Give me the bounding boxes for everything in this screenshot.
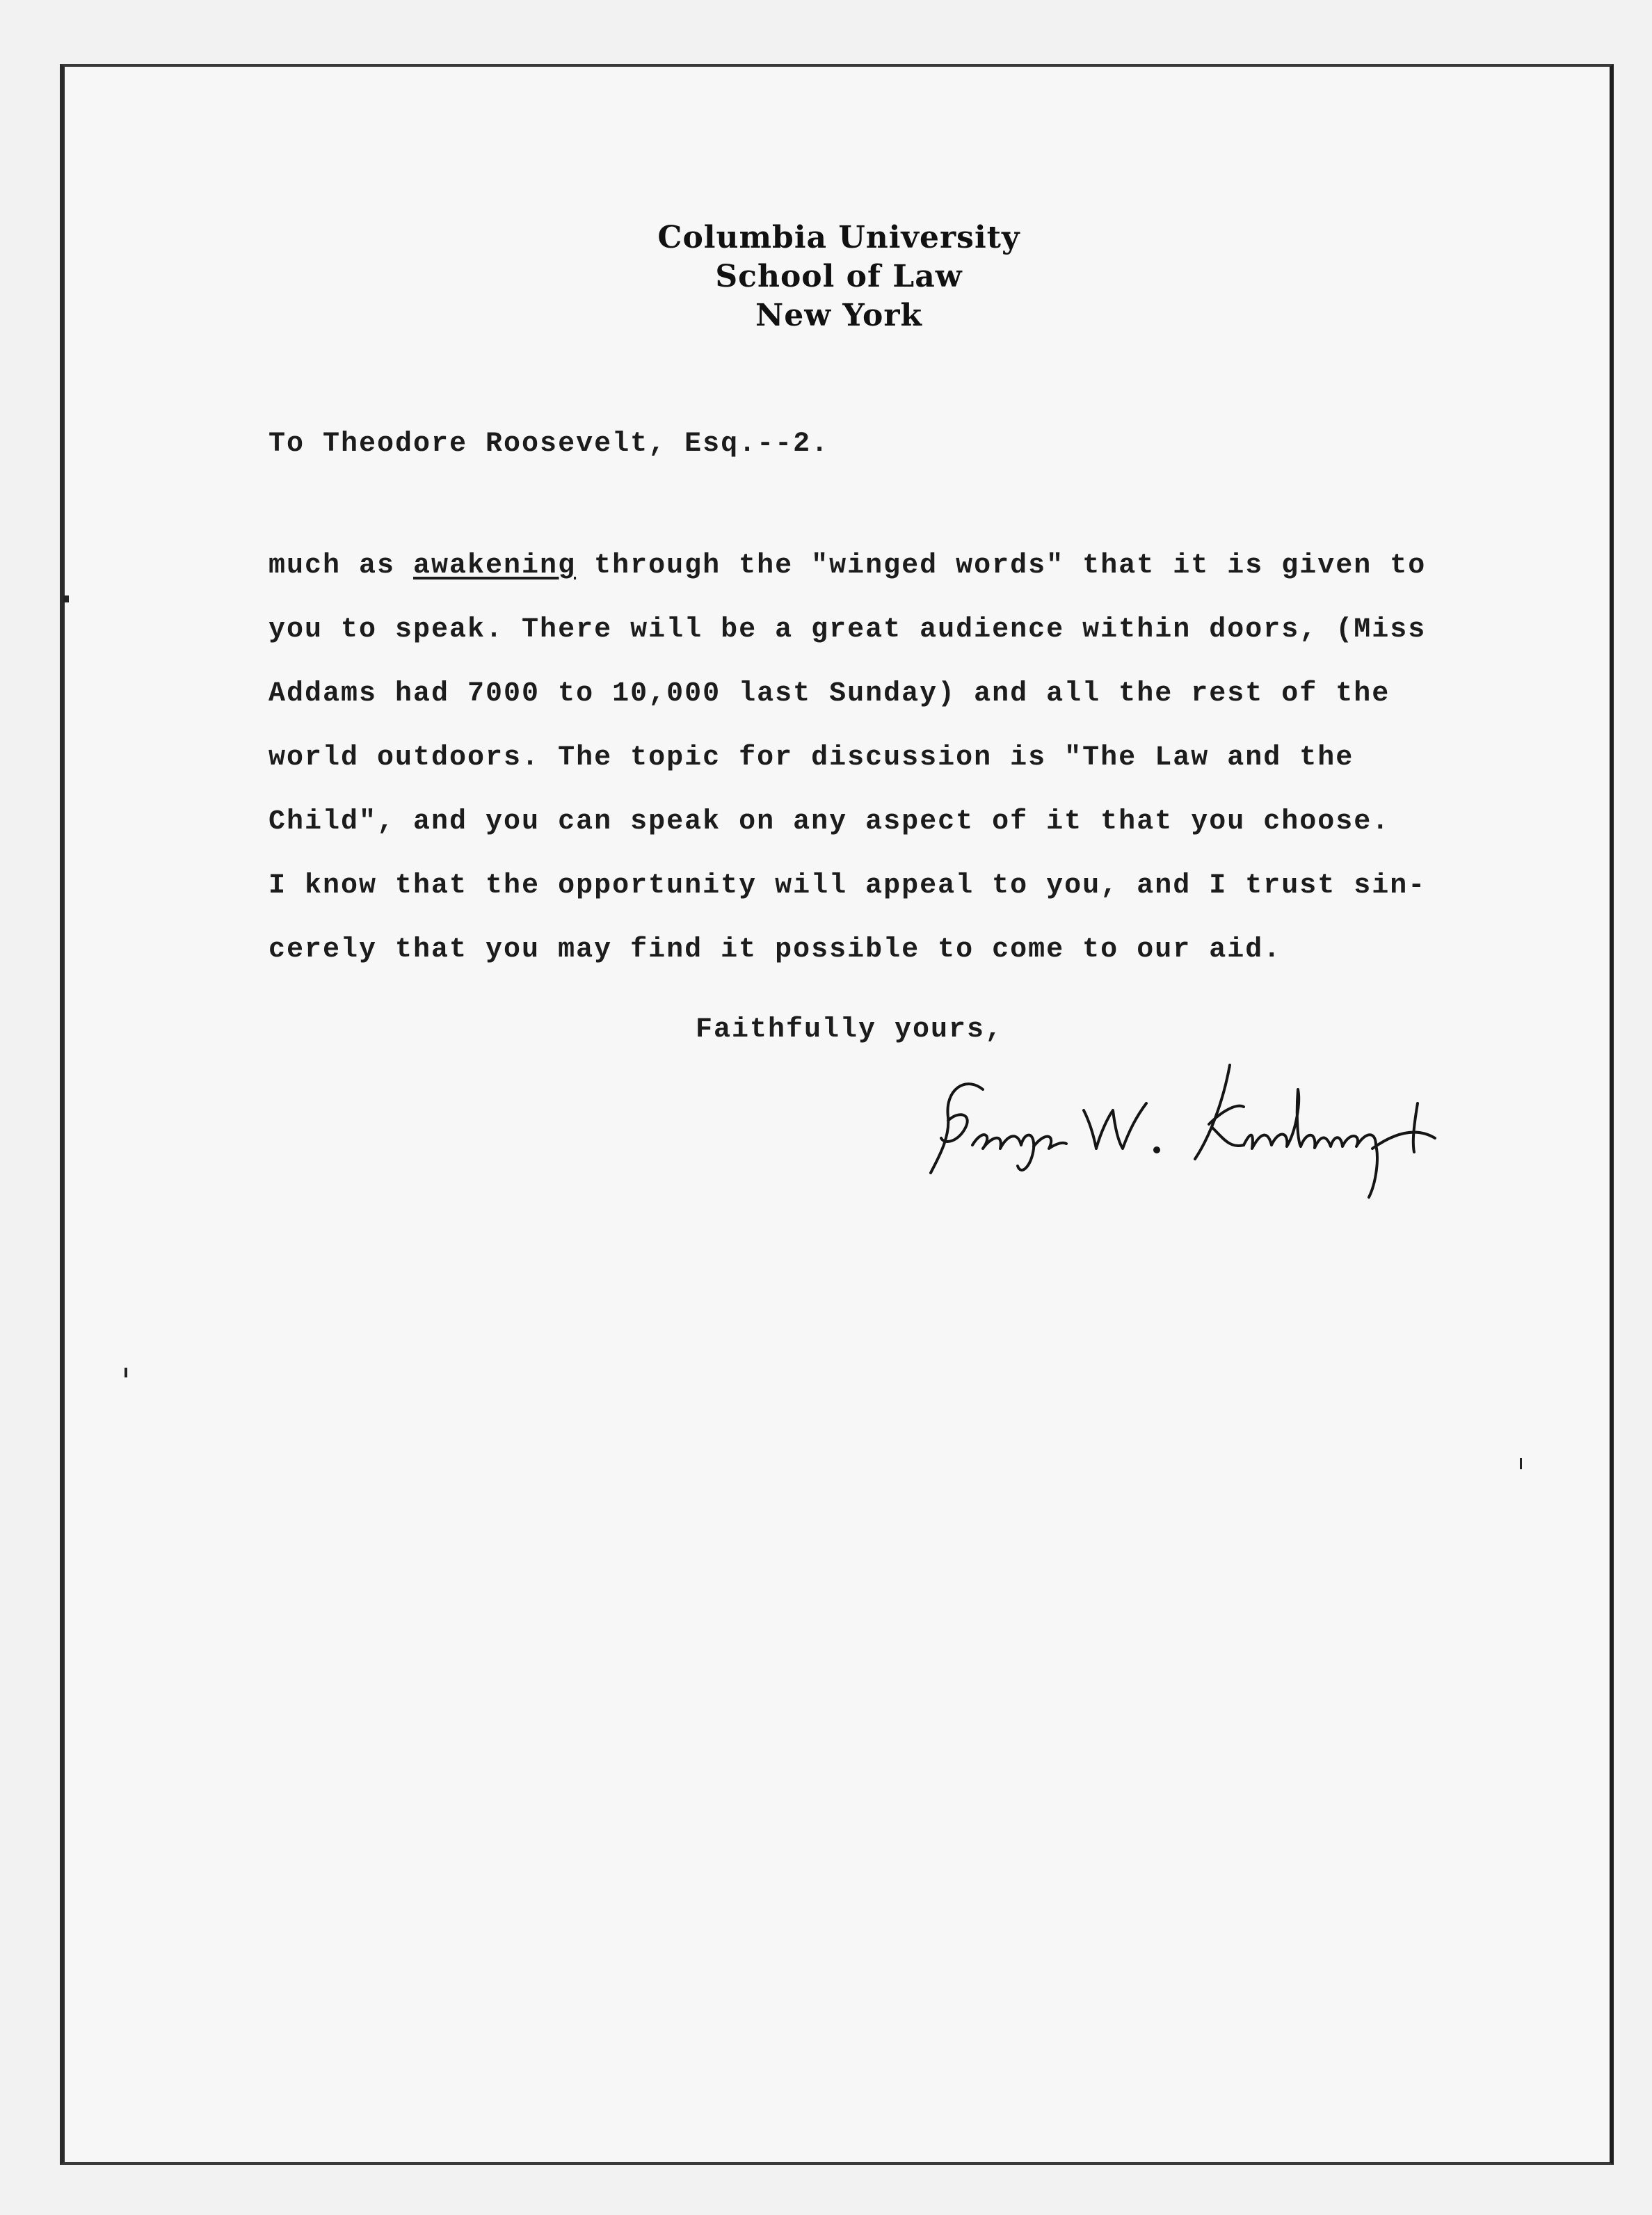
margin-mark <box>63 595 69 602</box>
body-line-3: Addams had 7000 to 10,000 last Sunday) and all the rest of the <box>268 678 1390 710</box>
body-line-1-post: through the "winged words" that it is given to <box>576 550 1427 582</box>
body-line-1-pre: much as <box>268 550 414 582</box>
letterhead-university: Columbia University <box>657 220 1020 255</box>
letterhead-school: School of Law <box>715 259 963 294</box>
letter-page <box>60 64 1614 2165</box>
body-line-1 <box>268 534 1426 598</box>
addressee-line: To Theodore Roosevelt, Esq.--2. <box>268 429 830 460</box>
underlined-word: awakening <box>413 550 577 582</box>
margin-mark <box>1520 1458 1522 1469</box>
margin-mark <box>125 1368 127 1377</box>
signature <box>917 1062 1459 1215</box>
body-line-5: Child", and you can speak on any aspect of it that you choose. <box>268 806 1390 838</box>
letterhead-city: New York <box>755 298 922 333</box>
body-line-7: cerely that you may find it possible to come to our aid. <box>268 934 1282 966</box>
closing-line: Faithfully yours, <box>696 1014 1004 1046</box>
letterhead <box>65 218 1613 335</box>
body-line-2: you to speak. There will be a great audience within doors, (Miss <box>268 614 1427 646</box>
letter-body <box>268 534 1426 982</box>
body-line-6: I know that the opportunity will appeal to you, and I trust sin- <box>268 870 1427 902</box>
body-line-4: world outdoors. The topic for discussion is "The Law and the <box>268 742 1354 774</box>
